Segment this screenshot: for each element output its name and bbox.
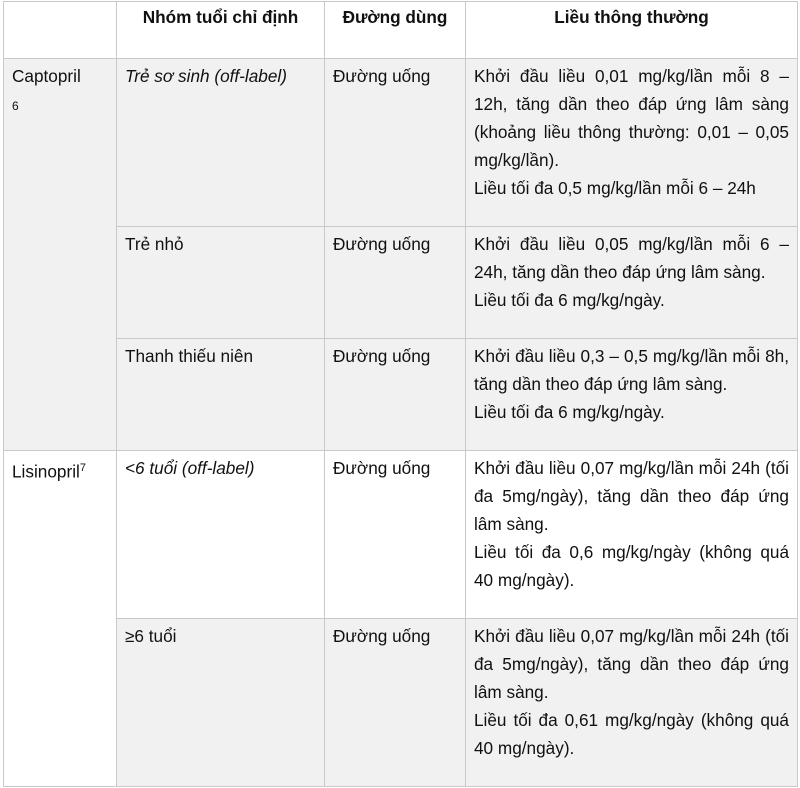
header-route: Đường dùng xyxy=(325,2,466,59)
starting-dose-text: Khởi đầu liều 0,3 – 0,5 mg/kg/lần mỗi 8h, tăng dần theo đáp ứng lâm sàng. xyxy=(474,346,789,394)
route-cell: Đường uống xyxy=(325,619,466,787)
header-age-group: Nhóm tuổi chỉ định xyxy=(117,2,325,59)
age-group-cell: <6 tuổi (off-label) xyxy=(117,451,325,619)
max-dose-text: Liều tối đa 6 mg/kg/ngày. xyxy=(474,290,665,310)
max-dose-text: Liều tối đa 0,5 mg/kg/lần mỗi 6 – 24h xyxy=(474,178,756,198)
max-dose-text: Liều tối đa 0,6 mg/kg/ngày (không quá 40 mg/ngày). xyxy=(474,542,789,590)
table-row xyxy=(4,451,798,619)
starting-dose-text: Khởi đầu liều 0,07 mg/kg/lần mỗi 24h (tối đa 5mg/ngày), tăng dần theo đáp ứng lâm sàng. xyxy=(474,458,789,534)
starting-dose-text: Khởi đầu liều 0,07 mg/kg/lần mỗi 24h (tối đa 5mg/ngày), tăng dần theo đáp ứng lâm sàng. xyxy=(474,626,789,702)
table-row xyxy=(4,227,798,339)
drug-reference: 7 xyxy=(79,462,86,474)
max-dose-text: Liều tối đa 0,61 mg/kg/ngày (không quá 40 mg/ngày). xyxy=(474,710,789,758)
max-dose-text: Liều tối đa 6 mg/kg/ngày. xyxy=(474,402,665,422)
drug-name: Lisinopril xyxy=(12,461,80,482)
route-cell: Đường uống xyxy=(325,227,466,339)
route-cell: Đường uống xyxy=(325,339,466,451)
dose-cell xyxy=(466,59,798,227)
table-row xyxy=(4,619,798,787)
starting-dose-text: Khởi đầu liều 0,05 mg/kg/lần mỗi 6 – 24h, tăng dần theo đáp ứng lâm sàng. xyxy=(474,234,789,282)
age-group-cell: Thanh thiếu niên xyxy=(117,339,325,451)
table-row xyxy=(4,339,798,451)
starting-dose-text: Khởi đầu liều 0,01 mg/kg/lần mỗi 8 – 12h, tăng dần theo đáp ứng lâm sàng (khoảng liều thông thường: 0,01 – 0,05 mg/kg/lần). xyxy=(474,66,789,170)
drug-name: Captopril xyxy=(12,66,81,86)
drug-reference: 6 xyxy=(12,99,19,113)
drug-name-cell xyxy=(4,59,117,451)
dose-cell xyxy=(466,451,798,619)
dose-cell xyxy=(466,339,798,451)
dose-cell xyxy=(466,619,798,787)
age-group-cell: Trẻ nhỏ xyxy=(117,227,325,339)
route-cell: Đường uống xyxy=(325,451,466,619)
header-corner-cell xyxy=(4,2,117,59)
dose-cell xyxy=(466,227,798,339)
header-usual-dose: Liều thông thường xyxy=(466,2,798,59)
route-cell: Đường uống xyxy=(325,59,466,227)
table-row xyxy=(4,59,798,227)
age-group-cell: Trẻ sơ sinh (off-label) xyxy=(117,59,325,227)
drug-name-cell xyxy=(4,451,117,787)
dosage-table xyxy=(3,1,798,787)
age-group-cell: ≥6 tuổi xyxy=(117,619,325,787)
header-row xyxy=(4,2,798,59)
